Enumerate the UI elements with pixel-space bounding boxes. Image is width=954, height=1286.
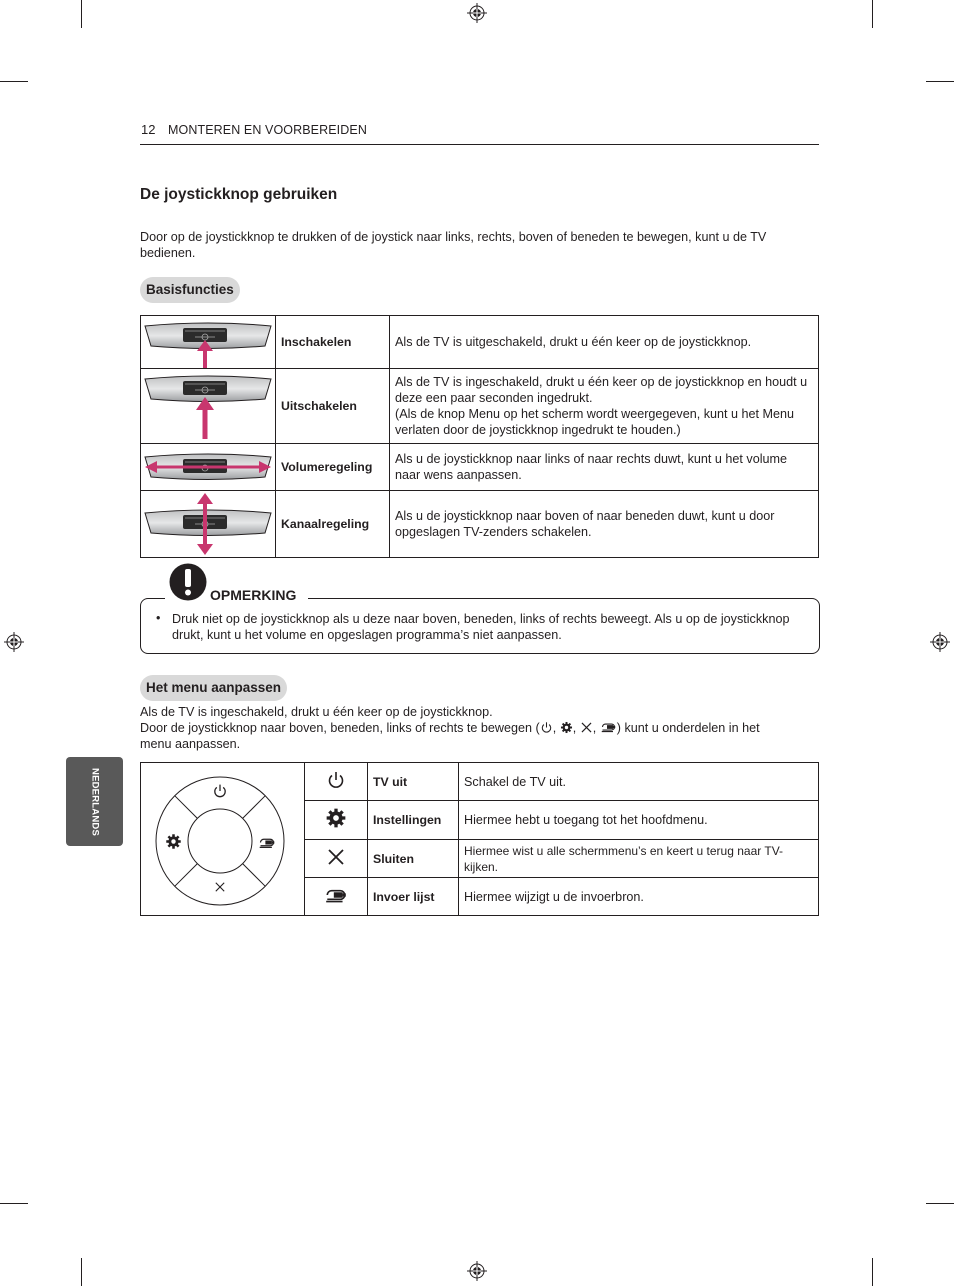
crop-mark [0,1203,28,1204]
function-name: Volumeregeling [276,444,390,491]
menu-intro [140,704,820,752]
menu-icon-cell [305,763,368,801]
function-desc-note: (Als de knop Menu op het scherm wordt weergegeven, kunt u het Menu verlaten door de joystickknop ingedrukt te houden.) [395,407,795,437]
crop-mark [81,0,82,28]
crop-mark [81,1258,82,1286]
menu-item-name: Sluiten [368,840,459,878]
menu-item-desc: Hiermee hebt u toegang tot het hoofdmenu. [459,801,819,840]
table-row [141,491,819,558]
menu-item-desc: Hiermee wist u alle schermmenu’s en keert u terug naar TV-kijken. [459,840,819,878]
menu-heading: Het menu aanpassen [140,675,287,701]
table-row [141,444,819,491]
function-desc: Als u de joystickknop naar boven of naar beneden duwt, kunt u door opgeslagen TV-zenders schakelen. [390,491,819,558]
crop-mark [872,1258,873,1286]
menu-icon-cell [305,840,368,878]
crop-mark [872,0,873,28]
menu-icon-cell [305,878,368,916]
input-icon [324,886,348,904]
note-text: Druk niet op de joystickknop als u deze naar boven, beneden, links of rechts beweegt. Als u op de joystickknop drukt, kunt u het volume en opgeslagen programma’s niet aanpassen. [172,612,790,642]
registration-mark-icon [467,3,487,23]
table-row [141,369,819,444]
joystick-leftright-image [141,444,276,491]
function-desc-main: Als de TV is ingeschakeld, drukt u één keer op de joystickknop en houdt u deze een paar seconden ingedrukt. [395,375,808,405]
joystick-press-image [141,316,276,369]
table-row [141,316,819,369]
menu-item-desc: Hiermee wijzigt u de invoerbron. [459,878,819,916]
menu-item-name: Instellingen [368,801,459,840]
crop-mark [0,81,28,82]
close-icon [326,847,346,867]
table-row [141,763,819,801]
function-name: Kanaalregeling [276,491,390,558]
bullet-icon: • [156,611,161,625]
menu-item-name: TV uit [368,763,459,801]
menu-table [140,762,819,916]
joystick-updown-image [141,491,276,558]
gear-icon [560,721,573,734]
page-number: 12 [141,122,156,137]
function-name: Inschakelen [276,316,390,369]
menu-item-desc: Schakel de TV uit. [459,763,819,801]
registration-mark-icon [930,632,950,652]
joystick-hold-image [141,369,276,444]
menu-line-1: Als de TV is ingeschakeld, drukt u één keer op de joystickknop. [140,705,493,719]
function-name: Uitschakelen [276,369,390,444]
menu-item-name: Invoer lijst [368,878,459,916]
registration-mark-icon [4,632,24,652]
language-tab: NEDERLANDS [66,757,123,846]
function-desc [390,369,819,444]
section-title: MONTEREN EN VOORBEREIDEN [168,123,367,137]
registration-mark-icon [467,1261,487,1281]
crop-mark [926,1203,954,1204]
basic-heading: Basisfuncties [140,277,240,303]
intro-text: Door op de joystickknop te drukken of de joystick naar links, rechts, boven of beneden te bewegen, kunt u de TV bedienen. [140,230,767,260]
note-label: OPMERKING [210,587,297,603]
input-icon [600,721,617,733]
gear-icon [325,807,347,829]
menu-line-2: Door de joystickknop naar boven, beneden, links of rechts te bewegen ( , , , ) kunt u onderdelen in het [140,721,760,735]
power-icon [540,721,553,734]
function-desc: Als de TV is uitgeschakeld, drukt u één keer op de joystickknop. [390,316,819,369]
menu-icon-cell [305,801,368,840]
close-icon [580,721,593,734]
crop-mark [926,81,954,82]
function-desc: Als u de joystickknop naar links of naar rechts duwt, kunt u het volume naar wens aanpassen. [390,444,819,491]
page-title: De joystickknop gebruiken [140,186,338,203]
menu-line-3: menu aanpassen. [140,737,241,751]
basic-functions-table [140,315,819,558]
power-icon [326,770,346,790]
warning-icon [169,563,207,601]
header-divider [140,144,819,145]
joystick-menu-diagram [141,763,305,916]
